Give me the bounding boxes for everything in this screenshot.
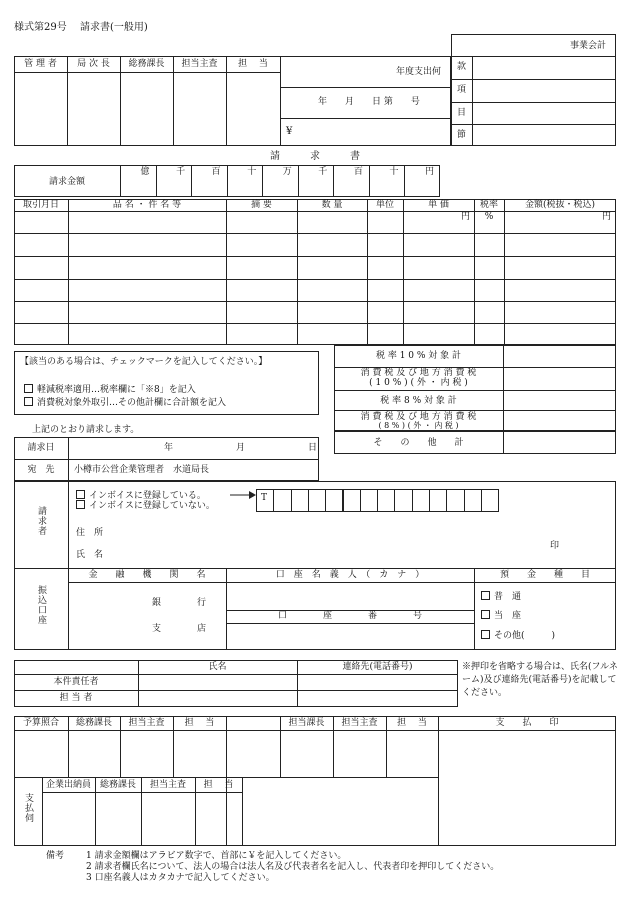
price-unit: 円 — [460, 212, 470, 222]
digit-unit-label: 万 — [282, 167, 292, 177]
label-koza-bango: 口 座 番 号 — [277, 611, 422, 621]
col-summary: 摘 要 — [251, 200, 272, 210]
col-date: 取引月日 — [22, 200, 59, 210]
table-row-divider — [14, 256, 616, 257]
table-row-divider — [14, 301, 616, 302]
label-tanto-shusa-b2: 担当主査 — [341, 718, 378, 728]
table-row-divider — [14, 279, 616, 280]
col-name: 品 名 ・ 件 名 等 — [112, 200, 182, 210]
biko-note-3: 3 口座名義人はカタカナで記入してください。 — [86, 873, 275, 883]
label-seikyu-bi: 請求日 — [27, 443, 55, 453]
label-tanto-b2: 担 当 — [397, 718, 427, 728]
label-tanto: 担 当 — [238, 59, 268, 69]
biko-note-2: 2 請求者欄氏名について、法人の場合は法人名及び代表者名を記入し、代表者印を押印してください。 — [86, 862, 500, 872]
label-jusho: 住 所 — [76, 528, 104, 538]
registration-digit-box[interactable] — [343, 489, 361, 512]
label-seikyu-kingaku: 請求金額 — [48, 177, 85, 187]
label-ginko: 銀 行 — [152, 598, 207, 608]
amount-unit: 円 — [601, 212, 611, 222]
label-atesaki: 宛 先 — [27, 465, 55, 475]
label-somu-kacho: 総務課長 — [128, 59, 165, 69]
digit-unit-label: 十 — [389, 167, 399, 177]
label-shiten: 支 店 — [152, 624, 207, 634]
registration-digit-box[interactable] — [446, 489, 464, 512]
label-kinyu-kikan: 金 融 機 関 名 — [88, 570, 206, 580]
notice-item-2[interactable]: 消費税対象外取引…その他計欄に合計額を記入 — [24, 397, 226, 409]
label-shiharai-in: 支 払 印 — [495, 718, 559, 728]
contact-note: ※押印を省略する場合は、氏名(フルネーム)及び連絡先(電話番号)を記載してください。 — [462, 662, 618, 698]
label-seikyusha: 請求者 — [36, 506, 46, 536]
seal-mark: 印 — [550, 541, 560, 551]
checkbox[interactable] — [24, 384, 33, 393]
t-prefix-box[interactable] — [256, 489, 274, 512]
digit-unit-label: 十 — [247, 167, 257, 177]
col-amount: 金額(税抜・税込) — [524, 200, 596, 210]
digit-unit-label: 百 — [211, 167, 221, 177]
checkbox[interactable] — [24, 397, 33, 406]
label-somu-kacho-b: 総務課長 — [75, 718, 112, 728]
label-moku: 目 — [456, 108, 466, 118]
biko-label: 備考 — [46, 851, 65, 861]
tax-r10-tax-l2: ( 1 0 % ) ( 外 ・ 内 税 ) — [369, 378, 468, 388]
invoice-not-registered[interactable]: インボイスに登録していない。 — [76, 500, 215, 512]
yen-sign: ¥ — [286, 126, 293, 137]
registration-digit-box[interactable] — [394, 489, 412, 512]
digit-unit-label: 円 — [424, 167, 434, 177]
registration-digit-box[interactable] — [412, 489, 430, 512]
registration-digit-box[interactable] — [464, 489, 482, 512]
label-kyokujicho: 局 次 長 — [77, 59, 110, 69]
col-shimei: 氏名 — [208, 662, 227, 672]
digit-unit-label: 百 — [353, 167, 363, 177]
tax-r8-target: 税 率 8 % 対 象 計 — [380, 396, 457, 406]
tax-r8-tax-l1: 消 費 税 及 び 地 方 消 費 税 — [360, 412, 477, 422]
tax-other: そ の 他 計 — [373, 438, 464, 448]
label-tanto-shusa-b: 担当主査 — [128, 718, 165, 728]
registration-digit-box[interactable] — [360, 489, 378, 512]
registration-digit-box[interactable] — [308, 489, 326, 512]
registration-digit-box[interactable] — [377, 489, 395, 512]
col-renrakusaki: 連絡先(電話番号) — [342, 662, 413, 672]
label-tanto-b: 担 当 — [184, 718, 215, 728]
digit-unit-label: 千 — [318, 167, 328, 177]
label-kan: 款 — [456, 62, 466, 72]
t-prefix: T — [261, 493, 268, 503]
col-rate: 税率 — [479, 200, 498, 210]
checkbox[interactable] — [481, 630, 490, 639]
form-title: 請求書(一般用) — [80, 22, 148, 33]
nendo-shishutsu: 年度支出何 — [396, 67, 442, 77]
label-tanto-b3: 担 当 — [203, 780, 234, 790]
label-koza-meigi: 口 座 名 義 人 （ カ ナ ） — [275, 570, 425, 580]
checkbox[interactable] — [481, 591, 490, 600]
registration-digit-box[interactable] — [273, 489, 291, 512]
rate-unit: % — [484, 212, 494, 222]
table-row-divider — [14, 323, 616, 324]
registration-digit-box[interactable] — [429, 489, 447, 512]
option-sonota[interactable]: その他( ) — [481, 630, 555, 642]
label-yosan-shogo: 予算照合 — [22, 718, 59, 728]
option-toza[interactable]: 当 座 — [481, 610, 521, 622]
request-statement: 上記のとおり請求します。 — [32, 425, 140, 435]
request-date-ymd: 年 月 日 — [164, 443, 318, 453]
table-row-divider — [14, 233, 616, 234]
invoice-registered[interactable]: インボイスに登録している。 — [76, 490, 206, 502]
option-futsu[interactable]: 普 通 — [481, 591, 521, 603]
tax-r8-tax-l2: ( 8 % ) ( 外 ・ 内 税 ) — [378, 421, 459, 430]
label-furikomi: 振込口座 — [36, 585, 46, 625]
biko-note-1: 1 請求金額欄はアラビア数字で、首部に￥を記入してください。 — [86, 851, 347, 861]
label-yokin-shumoku: 預 金 種 目 — [499, 570, 590, 580]
digit-unit-label: 千 — [176, 167, 186, 177]
atesaki-value: 小樽市公営企業管理者 水道局長 — [74, 465, 210, 475]
checkbox[interactable] — [76, 500, 85, 509]
col-qty: 数 量 — [321, 200, 343, 210]
label-shimei: 氏 名 — [76, 550, 104, 560]
label-kigyo-suitoin: 企業出納員 — [45, 780, 91, 790]
label-somu-kacho-b3: 総務課長 — [99, 780, 136, 790]
digit-unit-label: 億 — [140, 167, 150, 177]
notice-item-1[interactable]: 軽減税率適用…税率欄に「※8」を記入 — [24, 384, 196, 396]
checkbox[interactable] — [481, 610, 490, 619]
label-shiharai-ukagai: 支払伺 — [23, 793, 33, 823]
arrow-right-icon — [230, 491, 256, 499]
label-tanto-shusa-b3: 担当主査 — [149, 780, 186, 790]
date-number-line: 年 月 日 第 号 — [318, 97, 420, 107]
label-tanto-shusa: 担当主査 — [181, 59, 218, 69]
registration-digit-box[interactable] — [325, 489, 343, 512]
label-honken-sekininsha: 本件責任者 — [53, 677, 99, 687]
notice-title: 【該当のある場合は、チェックマークを記入してください。】 — [20, 357, 268, 367]
label-kanrisha: 管 理 者 — [24, 59, 57, 69]
section-title: 請 求 書 — [270, 151, 360, 162]
registration-digit-box[interactable] — [481, 489, 499, 512]
label-tantosha: 担 当 者 — [59, 693, 93, 703]
jigyo-kaikei: 事業会計 — [570, 41, 607, 51]
checkbox[interactable] — [76, 490, 85, 499]
tax-r10-target: 税 率 1 0 % 対 象 計 — [375, 351, 462, 361]
registration-digit-box[interactable] — [291, 489, 309, 512]
col-price: 単 価 — [428, 200, 449, 210]
col-unit: 単位 — [375, 200, 394, 210]
tax-r10-tax-l1: 消 費 税 及 び 地 方 消 費 税 — [360, 368, 477, 378]
label-ko: 項 — [456, 85, 466, 95]
form-id: 様式第29号 — [14, 22, 67, 33]
label-setsu: 節 — [456, 130, 466, 140]
label-tanto-kacho: 担当課長 — [288, 718, 325, 728]
